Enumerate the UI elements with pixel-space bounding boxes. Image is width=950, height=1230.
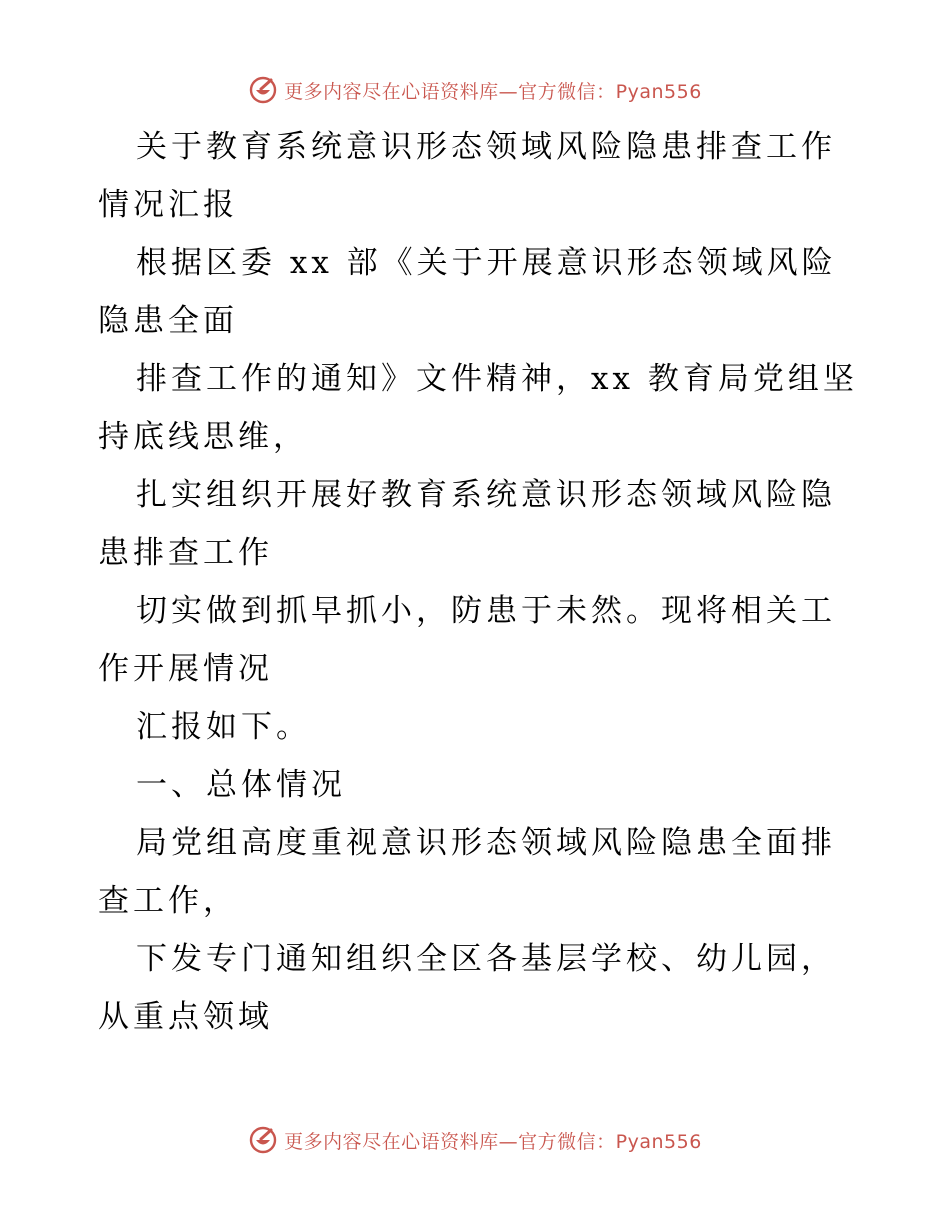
paragraph: 根据区委 xx 部《关于开展意识形态领域风险隐患全面	[98, 245, 837, 339]
paragraph: 汇报如下。	[136, 709, 311, 745]
mortar-pestle-logo-icon	[248, 75, 278, 105]
paragraph: 局党组高度重视意识形态领域风险隐患全面排查工作，	[98, 825, 836, 919]
header-banner-text: 更多内容尽在心语资料库—官方微信：Pyan556	[284, 80, 702, 103]
footer-banner-text: 更多内容尽在心语资料库—官方微信：Pyan556	[284, 1130, 702, 1153]
paragraph: 下发专门通知组织全区各基层学校、幼儿园，从重点领域	[98, 941, 836, 1035]
paragraph: 切实做到抓早抓小，防患于未然。现将相关工作开展情况	[98, 593, 836, 687]
document-body	[98, 118, 858, 1046]
paragraph: 排查工作的通知》文件精神，xx 教育局党组坚持底线思维，	[98, 361, 858, 455]
header-banner	[0, 72, 950, 108]
mortar-pestle-logo-icon	[248, 1125, 278, 1155]
document-title: 关于教育系统意识形态领域风险隐患排查工作情况汇报	[98, 129, 836, 223]
section-heading: 一、总体情况	[136, 767, 346, 803]
footer-banner	[0, 1122, 950, 1158]
paragraph: 扎实组织开展好教育系统意识形态领域风险隐患排查工作	[98, 477, 836, 571]
